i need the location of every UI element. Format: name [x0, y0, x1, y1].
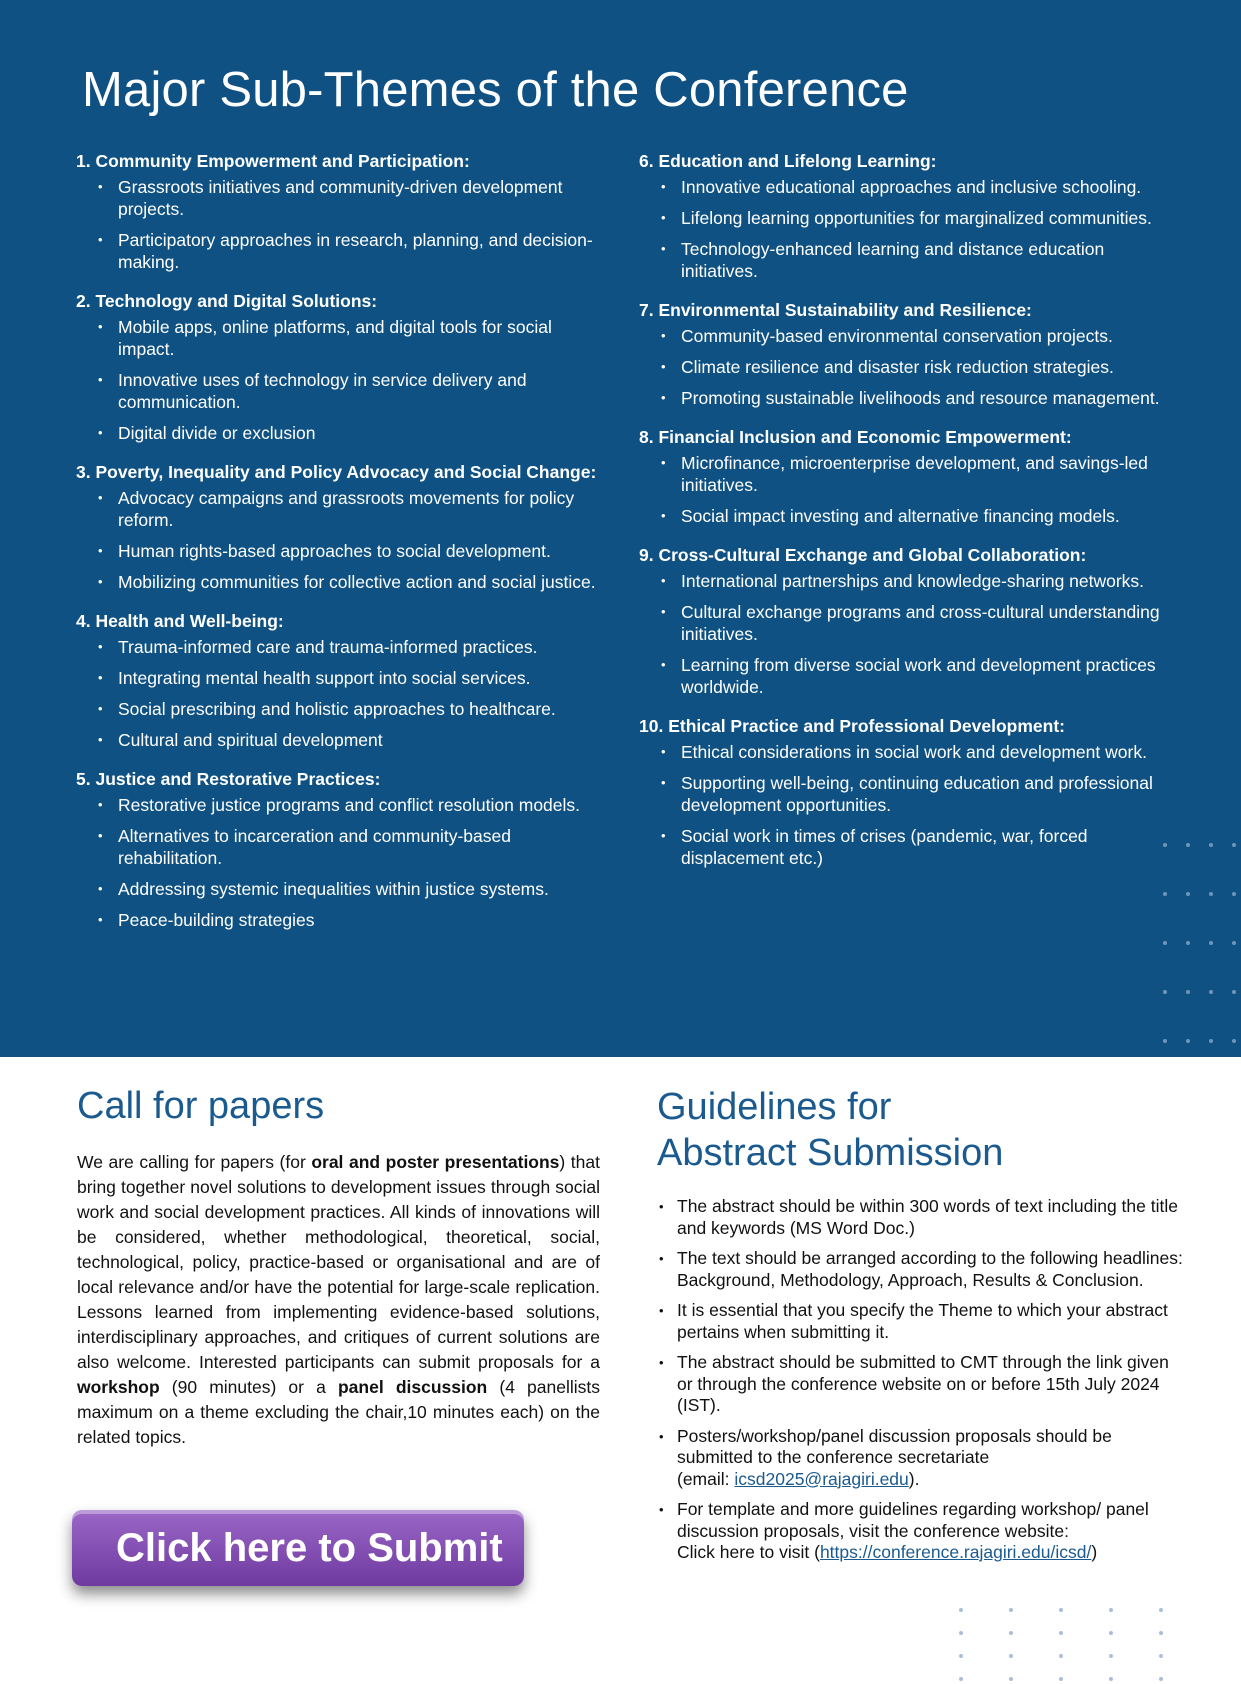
theme-list-item	[76, 878, 611, 900]
theme-block	[639, 426, 1179, 527]
theme-block	[76, 610, 611, 751]
theme-list-item	[76, 540, 611, 562]
bullet-icon: •	[659, 1355, 664, 1370]
theme-item-text: Mobile apps, online platforms, and digital tools for social impact.	[118, 317, 552, 359]
theme-item-text: Alternatives to incarceration and community-based rehabilitation.	[118, 826, 511, 868]
theme-item-text: Trauma-informed care and trauma-informed practices.	[118, 637, 538, 657]
theme-list-item	[639, 772, 1179, 816]
theme-item-list	[76, 316, 611, 444]
theme-item-text: Addressing systemic inequalities within justice systems.	[118, 879, 549, 899]
decorative-dot	[1109, 1677, 1113, 1681]
theme-title: 7. Environmental Sustainability and Resilience:	[639, 300, 1032, 320]
decorative-dot	[1232, 892, 1236, 896]
decorative-dot	[1232, 1039, 1236, 1043]
theme-list-item	[639, 387, 1179, 409]
theme-block	[639, 544, 1179, 698]
theme-title: 9. Cross-Cultural Exchange and Global Collaboration:	[639, 545, 1087, 565]
theme-item-text: International partnerships and knowledge-sharing networks.	[681, 571, 1145, 591]
decorative-dot	[1232, 843, 1236, 847]
theme-item-text: Innovative educational approaches and inclusive schooling.	[681, 177, 1142, 197]
decorative-dot	[1009, 1631, 1013, 1635]
guideline-item: • The abstract should be submitted to CMT through the link given or through the conference website on or before 15th July 2024 (IST).	[659, 1352, 1169, 1415]
theme-title: 8. Financial Inclusion and Economic Empowerment:	[639, 427, 1072, 447]
theme-list-item	[639, 325, 1179, 347]
theme-list-item	[639, 825, 1179, 869]
theme-item-text: Social impact investing and alternative financing models.	[681, 506, 1120, 526]
theme-item-text: Participatory approaches in research, planning, and decision-making.	[118, 230, 593, 272]
bullet-icon: •	[661, 604, 666, 619]
theme-list-item	[639, 238, 1179, 282]
decorative-dot	[1163, 941, 1167, 945]
bullet-icon: •	[661, 573, 666, 588]
theme-item-text: Cultural exchange programs and cross-cultural understanding initiatives.	[681, 602, 1160, 644]
theme-list-item	[639, 570, 1179, 592]
theme-list-item	[76, 229, 611, 273]
decorative-dot	[1059, 1631, 1063, 1635]
theme-item-list	[639, 452, 1179, 527]
bullet-icon: •	[661, 390, 666, 405]
theme-list-item	[639, 452, 1179, 496]
theme-item-text: Peace-building strategies	[118, 910, 315, 930]
decorative-dot	[1209, 1039, 1213, 1043]
decorative-dot	[1186, 892, 1190, 896]
theme-item-text: Restorative justice programs and conflict resolution models.	[118, 795, 581, 815]
bullet-icon: •	[659, 1303, 664, 1318]
theme-block	[76, 290, 611, 444]
conference-website-link[interactable]: https://conference.rajagiri.edu/icsd/	[819, 1542, 1092, 1562]
bullet-icon: •	[98, 732, 103, 747]
decorative-dot	[1209, 990, 1213, 994]
guideline-item: • For template and more guidelines regarding workshop/ panel discussion proposals, visit the conference website: Click here to visit (https://conference.rajagiri.edu/icsd/)	[659, 1499, 1149, 1562]
theme-list-item	[76, 636, 611, 658]
bullet-icon: •	[98, 828, 103, 843]
bullet-icon: •	[98, 912, 103, 927]
theme-list-item	[76, 369, 611, 413]
bullet-icon: •	[659, 1502, 664, 1517]
decorative-dot	[1059, 1677, 1063, 1681]
decorative-dot	[1109, 1631, 1113, 1635]
theme-list-item	[639, 356, 1179, 378]
guidelines-list	[657, 1196, 1187, 1573]
bullet-icon: •	[661, 179, 666, 194]
decorative-dot	[959, 1677, 963, 1681]
theme-list-item	[639, 176, 1179, 198]
theme-block	[639, 150, 1179, 282]
decorative-dot	[1186, 1039, 1190, 1043]
theme-title: 3. Poverty, Inequality and Policy Advocacy and Social Change:	[76, 462, 597, 482]
decorative-dot	[1159, 1677, 1163, 1681]
decorative-dot	[1163, 1039, 1167, 1043]
bullet-icon: •	[659, 1428, 664, 1444]
theme-item-list	[76, 487, 611, 593]
theme-list-item	[639, 505, 1179, 527]
bullet-icon: •	[98, 179, 103, 194]
bullet-icon: •	[661, 775, 666, 790]
bullet-icon: •	[661, 241, 666, 256]
theme-item-text: Microfinance, microenterprise development, and savings-led initiatives.	[681, 453, 1148, 495]
theme-list-item	[76, 571, 611, 593]
decorative-dot	[1186, 990, 1190, 994]
theme-list-item	[639, 741, 1179, 763]
decorative-dot	[1232, 990, 1236, 994]
theme-block	[76, 768, 611, 931]
bullet-icon: •	[98, 490, 103, 505]
bullet-icon: •	[661, 828, 666, 843]
theme-title: 1. Community Empowerment and Participation:	[76, 151, 470, 171]
decorative-dot	[959, 1654, 963, 1658]
submit-button[interactable]: Click here to Submit	[72, 1510, 524, 1586]
bullet-icon: •	[98, 639, 103, 654]
theme-block	[639, 299, 1179, 409]
bullet-icon: •	[98, 574, 103, 589]
bullet-icon: •	[98, 543, 103, 558]
theme-item-text: Ethical considerations in social work and development work.	[681, 742, 1147, 762]
theme-title: 2. Technology and Digital Solutions:	[76, 291, 378, 311]
decorative-dot	[1059, 1608, 1063, 1612]
email-link[interactable]: icsd2025@rajagiri.edu	[734, 1468, 909, 1489]
decorative-dot	[1209, 892, 1213, 896]
decorative-dot	[1159, 1608, 1163, 1612]
themes-left-column	[76, 150, 611, 948]
theme-item-text: Community-based environmental conservation projects.	[681, 326, 1113, 346]
bullet-icon: •	[98, 319, 103, 334]
decorative-dot	[959, 1608, 963, 1612]
bullet-icon: •	[661, 455, 666, 470]
theme-item-text: Digital divide or exclusion	[118, 423, 316, 443]
call-for-papers-title: Call for papers	[77, 1085, 325, 1127]
guideline-item: • The text should be arranged according to the following headlines: Background, Methodology, Approach, Results & Conclusion.	[659, 1248, 1183, 1290]
theme-item-text: Social work in times of crises (pandemic, war, forced displacement etc.)	[681, 826, 1088, 868]
theme-list-item	[76, 698, 611, 720]
theme-item-text: Human rights-based approaches to social development.	[118, 541, 551, 561]
theme-list-item	[76, 316, 611, 360]
decorative-dot	[1209, 843, 1213, 847]
theme-block	[76, 150, 611, 273]
theme-item-text: Supporting well-being, continuing education and professional development opportunities.	[681, 773, 1153, 815]
decorative-dot	[1159, 1654, 1163, 1658]
page-title: Major Sub-Themes of the Conference	[82, 63, 909, 117]
decorative-dot	[1009, 1654, 1013, 1658]
theme-item-list	[76, 176, 611, 273]
decorative-dot	[1163, 990, 1167, 994]
decorative-dot	[1186, 941, 1190, 945]
decorative-dot	[1009, 1608, 1013, 1612]
theme-item-list	[639, 570, 1179, 698]
bullet-icon: •	[98, 797, 103, 812]
decorative-dot	[959, 1631, 963, 1635]
theme-item-list	[639, 741, 1179, 869]
bullet-icon: •	[661, 508, 666, 523]
bullet-icon: •	[659, 1251, 664, 1266]
theme-item-text: Innovative uses of technology in service delivery and communication.	[118, 370, 527, 412]
decorative-dot	[1163, 892, 1167, 896]
theme-list-item	[76, 487, 611, 531]
theme-item-text: Social prescribing and holistic approaches to healthcare.	[118, 699, 556, 719]
theme-list-item	[76, 729, 611, 751]
decorative-dot	[1186, 843, 1190, 847]
theme-item-list	[76, 636, 611, 751]
theme-item-text: Promoting sustainable livelihoods and resource management.	[681, 388, 1160, 408]
decorative-dot	[1163, 843, 1167, 847]
theme-list-item	[76, 667, 611, 689]
theme-list-item	[639, 207, 1179, 229]
theme-item-text: Cultural and spiritual development	[118, 730, 383, 750]
theme-list-item	[76, 422, 611, 444]
theme-item-text: Mobilizing communities for collective action and social justice.	[118, 572, 596, 592]
theme-title: 6. Education and Lifelong Learning:	[639, 151, 937, 171]
theme-item-text: Integrating mental health support into social services.	[118, 668, 531, 688]
theme-title: 5. Justice and Restorative Practices:	[76, 769, 381, 789]
bullet-icon: •	[98, 425, 103, 440]
theme-item-text: Technology-enhanced learning and distance education initiatives.	[681, 239, 1105, 281]
decorative-dot	[1209, 941, 1213, 945]
bullet-icon: •	[98, 670, 103, 685]
theme-list-item	[76, 794, 611, 816]
theme-item-list	[76, 794, 611, 931]
theme-item-text: Grassroots initiatives and community-driven development projects.	[118, 177, 563, 219]
bullet-icon: •	[98, 881, 103, 896]
theme-list-item	[639, 601, 1179, 645]
guideline-item: • Posters/workshop/panel discussion proposals should be submitted to the conference secretariate (email: icsd2025@rajagiri.edu).	[659, 1425, 1112, 1489]
bullet-icon: •	[98, 372, 103, 387]
theme-item-text: Learning from diverse social work and development practices worldwide.	[681, 655, 1156, 697]
decorative-dot	[1109, 1608, 1113, 1612]
theme-title: 4. Health and Well-being:	[76, 611, 284, 631]
theme-list-item	[76, 909, 611, 931]
theme-item-text: Advocacy campaigns and grassroots movements for policy reform.	[118, 488, 575, 530]
bullet-icon: •	[659, 1199, 664, 1214]
theme-item-list	[639, 325, 1179, 409]
bullet-icon: •	[661, 657, 666, 672]
theme-list-item	[76, 176, 611, 220]
bullet-icon: •	[661, 328, 666, 343]
theme-block	[76, 461, 611, 593]
bullet-icon: •	[661, 210, 666, 225]
bullet-icon: •	[661, 359, 666, 374]
decorative-dot	[1159, 1631, 1163, 1635]
theme-title: 10. Ethical Practice and Professional Development:	[639, 716, 1065, 736]
decorative-dot	[1009, 1677, 1013, 1681]
decorative-dot	[1232, 941, 1236, 945]
theme-block	[639, 715, 1179, 869]
theme-item-text: Climate resilience and disaster risk reduction strategies.	[681, 357, 1114, 377]
theme-item-text: Lifelong learning opportunities for marginalized communities.	[681, 208, 1152, 228]
call-for-papers-text: We are calling for papers (for oral and poster presentations) that bring together novel solutions to development issues through social work and social development practices. All kinds of innovations will be considered, whether methodological, theoretical, social, technological, policy, practice-based or organisational and are of local relevance and/or have the potential for large-scale replication. Lessons learned from implementing evidence-based solutions, interdisciplinary approaches, and critiques of current solutions are also welcome. Interested participants can submit proposals for a workshop (90 minutes) or a panel discussion (4 panellists maximum on a theme excluding the chair,10 minutes each) on the related topics.	[77, 1152, 601, 1447]
guideline-item: • It is essential that you specify the Theme to which your abstract pertains when submitting it.	[659, 1300, 1168, 1342]
theme-list-item	[76, 825, 611, 869]
themes-right-column	[639, 150, 1179, 886]
theme-list-item	[639, 654, 1179, 698]
theme-item-list	[639, 176, 1179, 282]
guideline-item: • The abstract should be within 300 words of text including the title and keywords (MS Word Doc.)	[659, 1196, 1178, 1238]
decorative-dot	[1059, 1654, 1063, 1658]
bullet-icon: •	[98, 701, 103, 716]
bullet-icon: •	[98, 232, 103, 247]
guidelines-title: Guidelines for Abstract Submission	[657, 1086, 1004, 1174]
bullet-icon: •	[661, 744, 666, 759]
decorative-dot	[1109, 1654, 1113, 1658]
